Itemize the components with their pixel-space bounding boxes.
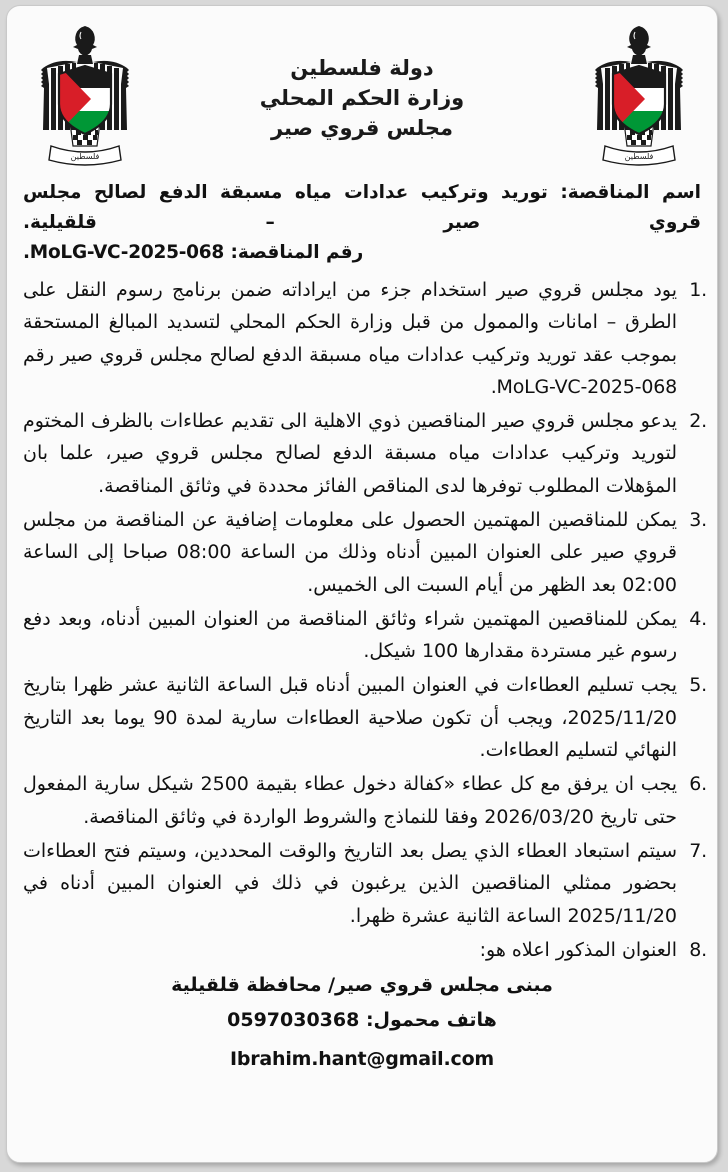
- document-header: [7, 6, 717, 178]
- header-title-ministry: وزارة الحكم المحلي: [259, 85, 465, 110]
- clause-item: يجب تسليم العطاءات في العنوان المبين أدناه قبل الساعة الثانية عشر ظهرا بتاريخ 2025/11/20، ويجب أن تكون صلاحية العطاءات سارية لمدة 90 يوما بعد التاريخ النهائي لتسليم العطاءات.: [23, 674, 677, 762]
- contact-address: مبنى مجلس قروي صير/ محافظة قلقيلية: [171, 974, 553, 997]
- svg-text:فلسطين: فلسطين: [624, 152, 654, 161]
- clause-item: يمكن للمناقصين المهتمين الحصول على معلومات إضافية عن المناقصة من مجلس قروي صير على العنوان المبين أدناه وذلك من الساعة 08:00 صباحا إلى الساعة 02:00 بعد الظهر من أيام السبت الى الخميس.: [23, 508, 677, 596]
- header-title-block: [157, 54, 567, 143]
- tender-name-line: اسم المناقصة: توريد وتركيب عدادات مياه مسبقة الدفع لصالح مجلس قروي صير – قلقيلية.: [23, 182, 701, 233]
- palestinian-eagle-emblem-left: [29, 22, 141, 172]
- clause-item-address-intro: العنوان المذكور اعلاه هو:: [479, 938, 677, 961]
- tender-announcement-page: [6, 5, 718, 1163]
- contact-email: Ibrahim.hant@gmail.com: [229, 1048, 495, 1071]
- clause-item: يمكن للمناقصين المهتمين شراء وثائق المناقصة من العنوان المبين أدناه، وبعد دفع رسوم غير مستردة مقدارها 100 شيكل.: [23, 607, 677, 663]
- contact-phone: هاتف محمول: 0597030368: [227, 1009, 497, 1032]
- tender-number-line: رقم المناقصة: MoLG-VC-2025-068.: [23, 241, 364, 263]
- clause-item: يدعو مجلس قروي صير المناقصين ذوي الاهلية الى تقديم عطاءات بالظرف المختوم لتوريد وتركيب عدادات مياه مسبقة الدفع لصالح مجلس قروي صير، علما بان المؤهلات المطلوب توفرها لدى المناقص الفائز محددة في وثائق المناقصة.: [23, 410, 677, 497]
- palestinian-eagle-emblem-right: [583, 22, 695, 172]
- clause-item: يجب ان يرفق مع كل عطاء «كفالة دخول عطاء بقيمة 2500 شيكل سارية المفعول حتى تاريخ 2026/03/20 وفقا للنماذج والشروط الواردة في وثائق المناقصة.: [23, 773, 677, 828]
- svg-text:فلسطين: فلسطين: [70, 152, 100, 161]
- contact-block: [7, 968, 717, 1081]
- tender-meta: [7, 178, 717, 268]
- header-title-council: مجلس قروي صير: [270, 115, 454, 140]
- tender-clause-list: [7, 274, 717, 966]
- clause-item: سيتم استبعاد العطاء الذي يصل بعد التاريخ والوقت المحددين، وسيتم فتح العطاءات بحضور ممثلي المناقصين الذين يرغبون في ذلك في العنوان المبين أدناه في 2025/11/20 الساعة الثانية عشرة ظهرا.: [23, 839, 677, 927]
- header-title-state: دولة فلسطين: [290, 56, 434, 80]
- clause-item: يود مجلس قروي صير استخدام جزء من ايراداته ضمن برنامج رسوم النقل على الطرق – امانات والممول من قبل وزارة الحكم المحلي لتسديد المبالغ المستحقة بموجب عقد توريد وتركيب عدادات مياه مسبقة الدفع لصالح مجلس قروي صير رقم MoLG-VC-2025-068.: [23, 278, 677, 398]
